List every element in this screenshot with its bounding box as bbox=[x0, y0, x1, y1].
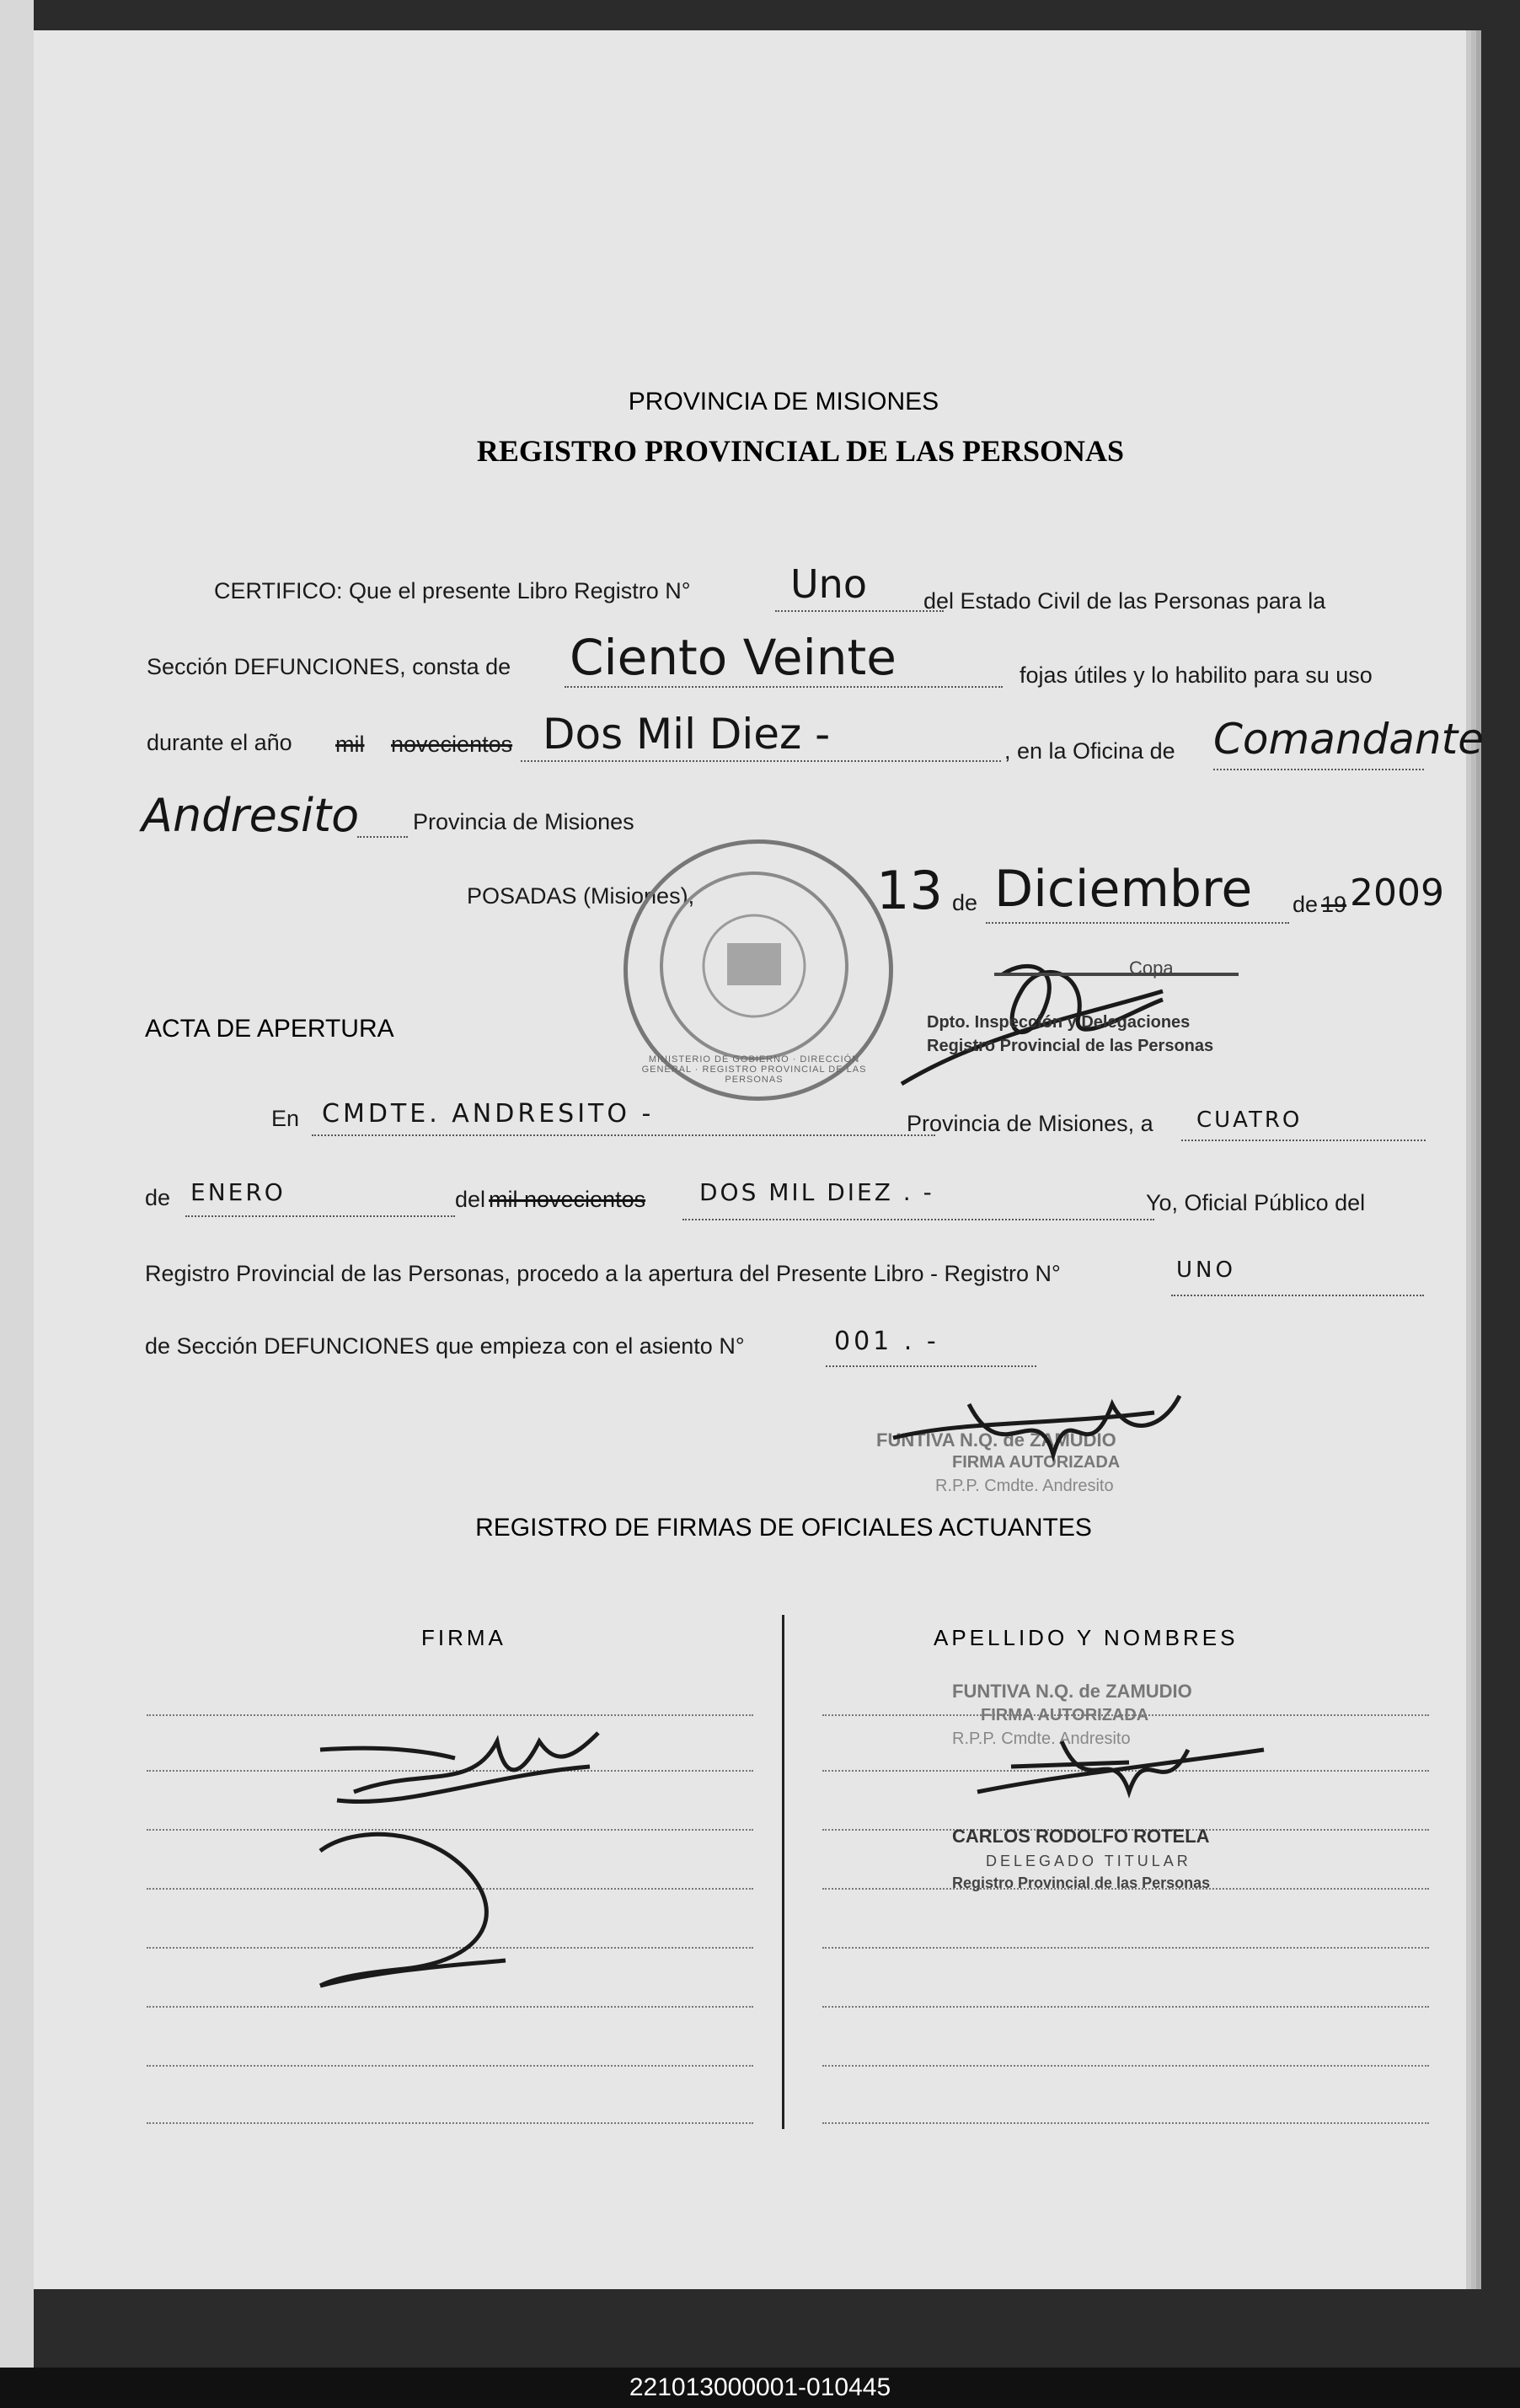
book-number-dotline bbox=[775, 610, 944, 612]
office-dotline bbox=[1213, 769, 1424, 770]
acta-place-handwritten: CMDTE. ANDRESITO - bbox=[322, 1099, 655, 1129]
cert-line2-suffix: fojas útiles y lo habilito para su uso bbox=[1020, 662, 1373, 688]
acta-stamp-line2: FIRMA AUTORIZADA bbox=[952, 1453, 1121, 1472]
acta-day-dotline bbox=[1181, 1140, 1426, 1141]
acta-de: de bbox=[145, 1185, 171, 1210]
official-stamp-line2: Registro Provincial de las Personas bbox=[927, 1037, 1214, 1055]
acta-struck: mil novecientos bbox=[489, 1187, 646, 1212]
book-left-edge bbox=[0, 0, 34, 2408]
struck-19: 19 bbox=[1321, 892, 1347, 917]
col-firma-header: FIRMA bbox=[421, 1625, 506, 1650]
firma-line-8 bbox=[147, 2122, 753, 2124]
official-stamp-line1: Dpto. Inspección y Delegaciones bbox=[927, 1013, 1191, 1032]
folios-dotline bbox=[565, 686, 1003, 688]
cert-line1-label: CERTIFICO: Que el presente Libro Registro N° bbox=[214, 578, 691, 603]
nombre-line-7 bbox=[822, 2065, 1429, 2067]
date-day-handwritten: 13 bbox=[876, 860, 943, 921]
acta-place-dotline bbox=[312, 1134, 935, 1136]
document-id-footer: 221013000001-010445 bbox=[0, 2368, 1520, 2408]
ministry-seal-stamp bbox=[624, 839, 893, 1101]
official-name: CARLOS RODOLFO ROTELA bbox=[952, 1826, 1210, 1847]
acta-day-handwritten: CUATRO bbox=[1196, 1107, 1303, 1133]
seal-ring-icon bbox=[628, 844, 880, 1088]
cert-line1-suffix: del Estado Civil de las Personas para la bbox=[923, 588, 1326, 614]
date-month-handwritten: Diciembre bbox=[994, 860, 1253, 919]
cert-line4-suffix: Provincia de Misiones bbox=[413, 809, 634, 834]
cert-line3-label: durante el año bbox=[147, 730, 292, 755]
col-apellido-header: APELLIDO Y NOMBRES bbox=[934, 1625, 1239, 1650]
official-stamp-copy: Copa bbox=[1129, 957, 1174, 979]
acta-signature bbox=[876, 1379, 1196, 1488]
acta-en: En bbox=[271, 1106, 300, 1131]
acta-month-dotline bbox=[185, 1215, 455, 1217]
folios-handwritten: Ciento Veinte bbox=[570, 629, 896, 686]
office-handwritten-1: Comandante bbox=[1213, 715, 1484, 764]
column-divider bbox=[782, 1615, 784, 2129]
acta-book-dotline bbox=[1171, 1295, 1424, 1296]
acta-province-label: Provincia de Misiones, a bbox=[907, 1111, 1153, 1136]
office2-dotline bbox=[357, 836, 408, 838]
acta-seat-dotline bbox=[826, 1365, 1036, 1367]
acta-year-dotline bbox=[682, 1219, 1154, 1220]
right-stamp-line3: R.P.P. Cmdte. Andresito bbox=[952, 1730, 1131, 1748]
registry-heading: REGISTRO PROVINCIAL DE LAS PERSONAS bbox=[476, 434, 1125, 468]
acta-title: ACTA DE APERTURA bbox=[145, 1015, 394, 1043]
firma-line-6 bbox=[147, 2006, 753, 2008]
acta-officer-label: Yo, Oficial Público del bbox=[1146, 1190, 1366, 1215]
acta-line3: Registro Provincial de las Personas, procedo a la apertura del Presente Libro - Registro N° bbox=[145, 1261, 1061, 1286]
date-de-1: de bbox=[952, 890, 978, 915]
nombre-line-5 bbox=[822, 1947, 1429, 1949]
year-dotline bbox=[521, 760, 1001, 762]
cert-line3-suffix: , en la Oficina de bbox=[1004, 738, 1175, 764]
cert-line2-label: Sección DEFUNCIONES, consta de bbox=[147, 654, 511, 679]
seal-text: MINISTERIO DE GOBIERNO · DIRECCIÓN GENERAL · REGISTRO PROVINCIAL DE LAS PERSONAS bbox=[641, 1054, 867, 1085]
struck-novecientos: novecientos bbox=[391, 732, 513, 757]
firma-line-7 bbox=[147, 2065, 753, 2067]
nombre-line-8 bbox=[822, 2122, 1429, 2124]
struck-mil: mil bbox=[335, 732, 365, 757]
book-number-handwritten: Uno bbox=[790, 561, 867, 607]
acta-stamp-line3: R.P.P. Cmdte. Andresito bbox=[935, 1477, 1114, 1495]
right-stamp-line2: FIRMA AUTORIZADA bbox=[981, 1706, 1149, 1724]
date-year-handwritten: 2009 bbox=[1350, 871, 1444, 914]
signatures-title: REGISTRO DE FIRMAS DE OFICIALES ACTUANTES bbox=[475, 1514, 1092, 1542]
right-signature bbox=[961, 1716, 1281, 1809]
month-dotline bbox=[986, 922, 1289, 924]
firma-signature-1 bbox=[303, 1716, 640, 1817]
date-de-2: de bbox=[1293, 892, 1319, 917]
nombre-line-6 bbox=[822, 2006, 1429, 2008]
acta-line4: de Sección DEFUNCIONES que empieza con el asiento N° bbox=[145, 1333, 745, 1359]
acta-del: del bbox=[455, 1187, 486, 1212]
year-handwritten: Dos Mil Diez - bbox=[543, 710, 831, 759]
acta-month-handwritten: ENERO bbox=[190, 1178, 286, 1206]
right-stamp-line1: FUNTIVA N.Q. de ZAMUDIO bbox=[952, 1681, 1192, 1702]
official-registry: Registro Provincial de las Personas bbox=[952, 1874, 1211, 1891]
office-handwritten-2: Andresito bbox=[142, 789, 360, 842]
firma-signature-2 bbox=[286, 1817, 556, 2003]
official-title: DELEGADO TITULAR bbox=[986, 1853, 1191, 1869]
document-page bbox=[34, 30, 1484, 2289]
acta-stamp-line1: FUNTIVA N.Q. de ZAMUDIO bbox=[876, 1429, 1116, 1451]
province-heading: PROVINCIA DE MISIONES bbox=[628, 388, 939, 416]
acta-book-handwritten: UNO bbox=[1176, 1258, 1236, 1283]
place-label: POSADAS (Misiones), bbox=[467, 883, 695, 909]
acta-year-handwritten: DOS MIL DIEZ . - bbox=[699, 1178, 934, 1206]
acta-seat-handwritten: 001 . - bbox=[834, 1327, 939, 1356]
